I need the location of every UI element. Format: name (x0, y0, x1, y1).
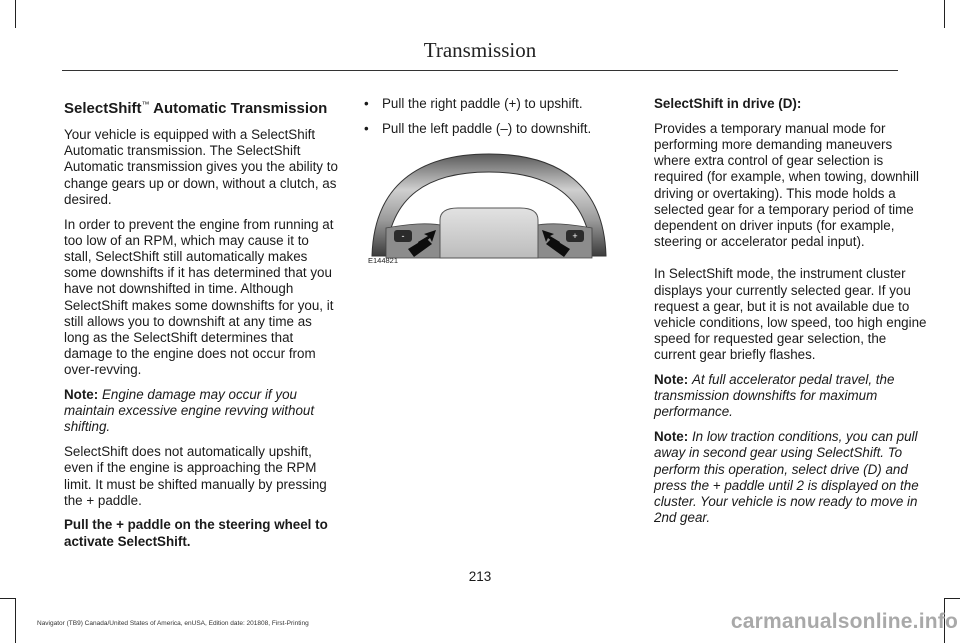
upshift-paragraph: SelectShift does not automatically upshift, even if the engine is approaching the RPM limit. It must be shifted manually by pressing the + paddle. (64, 444, 327, 508)
note-low-traction (654, 429, 930, 526)
rpm-paragraph: In order to prevent the engine from running at too low of an RPM, which may cause it to stall, SelectShift still automatically makes some downshifts if it has determined that you have not downshifted in time. Although SelectShift makes some downshifts for you, it still allows you to downshift at any time as long as the SelectShift determines that damage to the engine does not occur from over-revving. (64, 216, 334, 378)
minus-paddle-label: - (401, 231, 405, 241)
figure-code: E144821 (368, 256, 399, 265)
note-full-throttle (654, 372, 930, 421)
crop-mark-bottom-right-h (944, 598, 960, 599)
crop-mark-top-left-v (15, 0, 16, 28)
edition-footer: Navigator (TB9) Canada/United States of America, enUSA, Edition date: 201808, First-Printing (37, 620, 309, 627)
note-label: Note: (64, 387, 99, 403)
page-number: 213 (468, 569, 492, 584)
crop-mark-bottom-left-v (15, 598, 16, 643)
header-divider (62, 70, 898, 71)
watermark: carmanualsonline.info (730, 610, 958, 633)
crop-mark-top-right-v (944, 0, 945, 28)
bullet-downshift: • Pull the left paddle (–) to downshift. (364, 121, 624, 137)
crop-mark-bottom-left-h (0, 598, 15, 599)
intro-paragraph: Your vehicle is equipped with a SelectShift Automatic transmission. The SelectShift Automatic transmission gives you the ability to change gears up or down, without a clutch, as desired. (64, 127, 338, 207)
drive-mode-paragraph: Provides a temporary manual mode for performing more demanding maneuvers where extra control of gear selection is required (for example, when towing, downhill driving or overtaking). This mode holds a selected gear for a temporary period of time dependent on driver inputs (for example, steering or accelerator pedal input). (654, 120, 919, 250)
section-title-rest: Automatic Transmission (149, 100, 328, 117)
steering-wheel-illustration (368, 146, 610, 270)
bullet-upshift: • Pull the right paddle (+) to upshift. (364, 96, 624, 112)
section-title-text: SelectShift (64, 100, 142, 117)
activate-instruction: Pull the + paddle on the steering wheel to activate SelectShift. (64, 517, 328, 549)
left-column (64, 96, 340, 558)
right-column (654, 96, 930, 535)
steering-wheel-figure (368, 146, 610, 270)
middle-column (364, 96, 624, 145)
wheel-hub (440, 208, 538, 258)
note-label: Note: (654, 372, 689, 388)
note-label: Note: (654, 429, 689, 445)
drive-mode-heading: SelectShift in drive (D): (654, 96, 802, 111)
paddle-bullet-list (364, 96, 624, 137)
section-title (64, 96, 340, 118)
page-title: Transmission (423, 38, 537, 62)
note-engine-damage (64, 387, 340, 436)
plus-paddle-label: + (572, 231, 578, 241)
cluster-paragraph: In SelectShift mode, the instrument cluster displays your currently selected gear. If you request a gear, but it is not available due to vehicle conditions, low speed, too high engine speed for requested gear selection, the current gear briefly flashes. (654, 266, 927, 363)
note-text: Engine damage may occur if you maintain excessive engine revving without shifting. (64, 387, 315, 435)
trademark-mark: ™ (141, 100, 150, 109)
note-text: At full accelerator pedal travel, the transmission downshifts for maximum performance. (654, 372, 895, 420)
note-text: In low traction conditions, you can pull away in second gear using SelectShift. To perform this operation, select drive (D) and press the + paddle until 2 is displayed on the cluster. Your vehicle is now ready to move in 2nd gear. (654, 429, 919, 526)
